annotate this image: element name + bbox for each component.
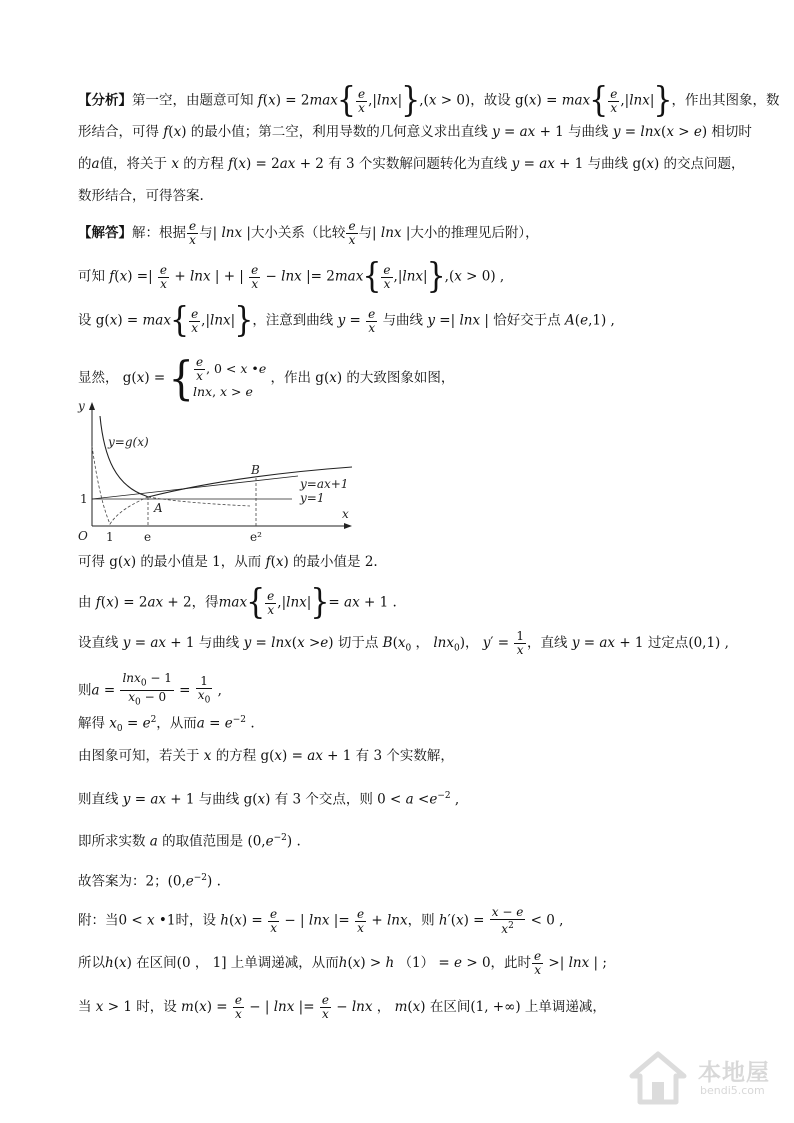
- solution-line-11: 则直线 y = ax + 1 与曲线 g(x) 有 3 个交点，则 $0 < a <e^{-2}$ ,: [78, 791, 460, 808]
- analysis-tag: 【分析】: [78, 92, 132, 109]
- watermark: [628, 1050, 778, 1106]
- y-axis-arrow-icon: [89, 402, 95, 410]
- watermark-text: 本地屋: [698, 1060, 770, 1086]
- analysis-line-3: 的a值，将关于 x 的方程 f(x) = 2ax + 2 有 3 个实数解问题转化为直线 y = ax + 1 与曲线 g(x) 的交点问题，: [78, 156, 745, 172]
- solution-line-3: 设 g(x) = max{ $\frac{e}{x}$ ,|lnx|}，注意到曲线 y = $\frac{e}{x}$ 与曲线 y =| lnx | 恰好交于点 A(e,1) ,: [78, 300, 615, 341]
- solution-line-13: 故答案为：2；$(0,e^{-2})$ .: [78, 873, 221, 890]
- solution-line-12: 即所求实数 a 的取值范围是 $(0,e^{-2})$ .: [78, 833, 301, 850]
- solution-line-9: 解得 $x_0 = e^2$，从而$a = e^{-2}$ .: [78, 715, 255, 735]
- solution-line-7: 设直线 y = ax + 1 与曲线 y = lnx(x >e) 切于点 $B(x_0$ ， lnx$_0$)， y′ = $\frac{1}{x}$ ，直线 y = ax + 1 过定点(0,1) ,: [78, 629, 729, 657]
- curve-g-label: y=g(x): [108, 435, 149, 449]
- point-A-label: A: [154, 501, 163, 515]
- hline-label: y=1: [300, 491, 325, 505]
- analysis-line-2: 形结合，可得 f(x) 的最小值；第二空，利用导数的几何意义求出直线 y = ax + 1 与曲线 y = lnx(x > e) 相切时: [78, 124, 752, 140]
- point-B-label: B: [251, 463, 260, 477]
- solution-line-8: 则a = $\frac{\ln x_0 - 1}{x_0 - 0}$ = $\frac{1}{x_0}$ ,: [78, 671, 222, 708]
- x-tick-1: 1: [106, 530, 114, 544]
- x-axis-arrow-icon: [344, 523, 352, 529]
- appendix-line-2: 所以h(x) 在区间(0 ， 1] 上单调递减，从而h(x) > h （1） = e > 0，此时 $\frac{e}{x}$ >| lnx | ;: [78, 949, 607, 977]
- origin-label: O: [78, 529, 88, 543]
- function-graph: [70, 398, 370, 550]
- analysis-line-4: 数形结合，可得答案.: [78, 188, 204, 204]
- x-tick-e2: e²: [250, 530, 262, 544]
- watermark-url: bendi5.com: [700, 1084, 765, 1097]
- solution-line-4: 显然， g(x) = { $\frac{e}{x}$ , 0 < x •e lnx, x > e ，作出 g(x) 的大致图象如图，: [78, 352, 455, 405]
- x-tick-e: e: [144, 530, 152, 544]
- curve-abs-lnx-dashed: [92, 446, 148, 524]
- house-logo-icon: [628, 1050, 688, 1106]
- y-axis-label: y: [78, 399, 85, 413]
- solution-line-2: 可知 f(x) =| $\frac{e}{x}$ + lnx | + | $\frac{e}{x}$ − lnx |= 2max{ $\frac{e}{x}$ ,|lnx|},(x > 0) ,: [78, 256, 505, 297]
- analysis-line-1: 【分析】第一空，由题意可知 f(x) = 2max{ $\frac{e}{x}$ ,|lnx|},(x > 0)，故设 g(x) = max{ $\frac{e}{x}$ ,|lnx|}，作出其图象，数: [78, 80, 780, 121]
- x-axis-label: x: [342, 507, 349, 521]
- solution-line-10: 由图象可知，若关于 x 的方程 g(x) = ax + 1 有 3 个实数解，: [78, 748, 454, 764]
- appendix-line-3: 当 x > 1 时，设 m(x) = $\frac{e}{x}$ − | lnx |= $\frac{e}{x}$ − lnx ， m(x) 在区间(1, +∞) 上单调递减，: [78, 993, 606, 1021]
- solution-line-5: 可得 g(x) 的最小值是 1，从而 f(x) 的最小值是 2.: [78, 554, 378, 570]
- tangent-label: y=ax+1: [300, 477, 349, 491]
- curve-e-over-x-dashed: [148, 497, 250, 506]
- solution-line-6: 由 f(x) = 2ax + 2，得max{ $\frac{e}{x}$ ,|lnx|}= ax + 1 .: [78, 582, 397, 623]
- solution-line-1: 【解答】解：根据 $\frac{e}{x}$ 与| lnx |大小关系（比较 $\frac{e}{x}$ 与| lnx |大小的推理见后附），: [78, 219, 539, 247]
- y-tick-1: 1: [80, 492, 88, 506]
- appendix-line-1: 附：当0 < x •1时，设 h(x) = $\frac{e}{x}$ − | lnx |= $\frac{e}{x}$ + lnx，则 h′(x) = $\frac{x - e}{x^2}$ < 0 ,: [78, 905, 564, 936]
- solution-tag: 【解答】: [78, 225, 132, 241]
- tangent-line: [92, 476, 298, 499]
